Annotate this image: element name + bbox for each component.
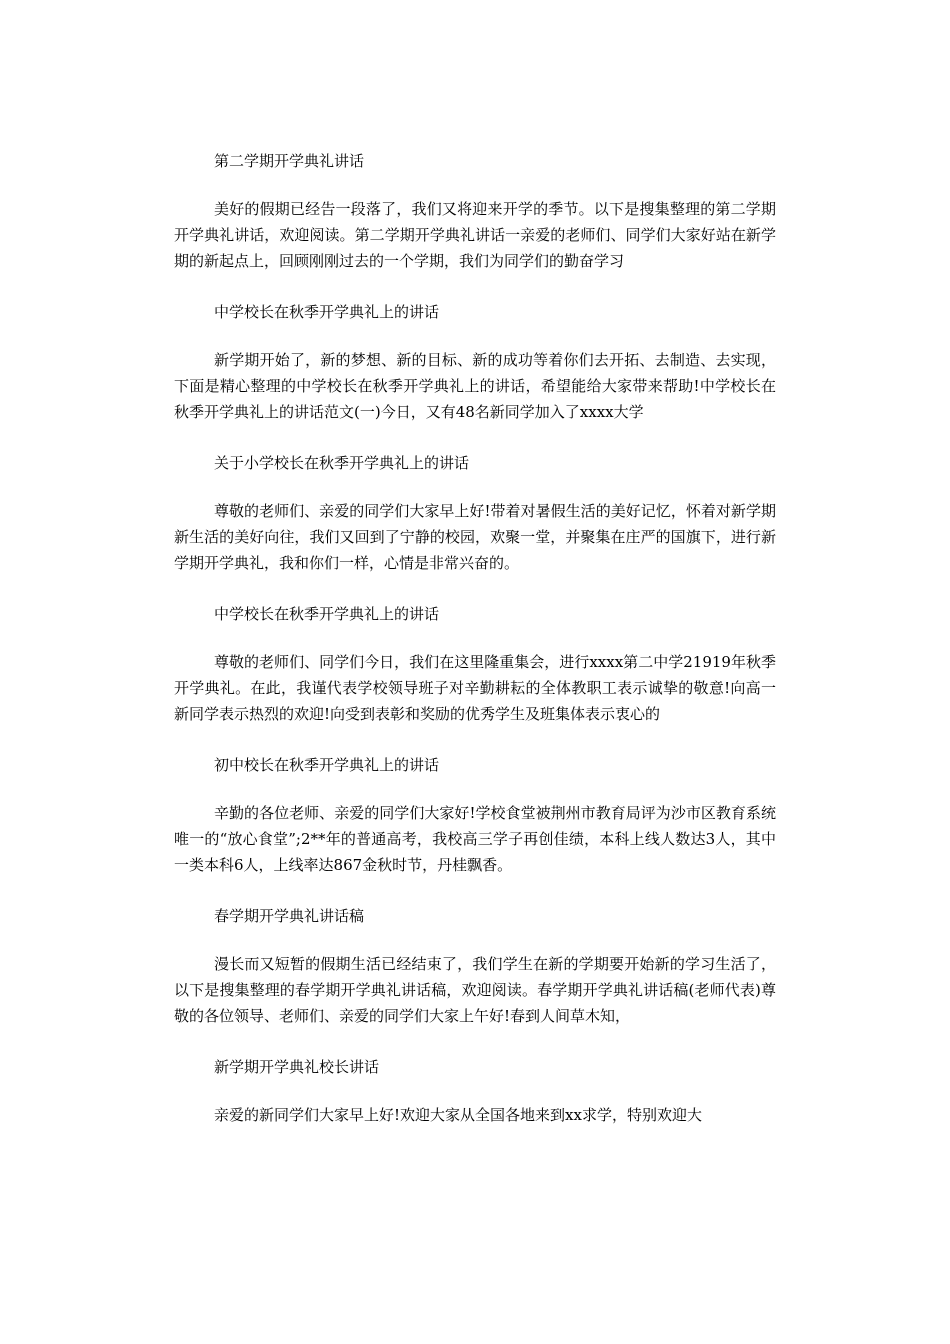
section-title: 中学校长在秋季开学典礼上的讲话 (214, 605, 440, 623)
section-body: 尊敬的老师们、亲爱的同学们大家早上好!带着对暑假生活的美好记忆，怀着对新学期新生活的美好向往，我们又回到了宁静的校园，欢聚一堂，并聚集在庄严的国旗下，进行新学期开学典礼，我和你们一样，心情是非常兴奋的。 (174, 502, 776, 572)
section-body: 辛勤的各位老师、亲爱的同学们大家好!学校食堂被荆州市教育局评为沙市区教育系统唯一的“放心食堂”;2**年的普通高考，我校高三学子再创佳绩，本科上线人数达3人，其中一类本科6人，上线率达867金秋时节，丹桂飘香。 (174, 804, 776, 874)
section-body: 亲爱的新同学们大家早上好!欢迎大家从全国各地来到xx求学，特别欢迎大 (214, 1106, 702, 1124)
document-content (174, 148, 776, 1153)
section-title: 第二学期开学典礼讲话 (214, 152, 365, 170)
section-title: 初中校长在秋季开学典礼上的讲话 (214, 756, 440, 774)
section-title: 新学期开学典礼校长讲话 (214, 1058, 380, 1076)
section-title: 春学期开学典礼讲话稿 (214, 907, 365, 925)
section-title: 关于小学校长在秋季开学典礼上的讲话 (214, 454, 470, 472)
section-title: 中学校长在秋季开学典礼上的讲话 (214, 303, 440, 321)
section-body: 尊敬的老师们、同学们今日，我们在这里隆重集会，进行xxxx第二中学21919年秋季开学典礼。在此，我谨代表学校领导班子对辛勤耕耘的全体教职工表示诚挚的敬意!向高一新同学表示热烈的欢迎!向受到表彰和奖励的优秀学生及班集体表示衷心的 (174, 653, 776, 723)
section-body: 新学期开始了，新的梦想、新的目标、新的成功等着你们去开拓、去制造、去实现，下面是精心整理的中学校长在秋季开学典礼上的讲话，希望能给大家带来帮助!中学校长在秋季开学典礼上的讲话范文(一)今日，又有48名新同学加入了xxxx大学 (174, 351, 776, 421)
section-body: 美好的假期已经告一段落了，我们又将迎来开学的季节。以下是搜集整理的第二学期开学典礼讲话，欢迎阅读。第二学期开学典礼讲话一亲爱的老师们、同学们大家好站在新学期的新起点上，回顾刚刚过去的一个学期，我们为同学们的勤奋学习 (174, 200, 776, 270)
section-body: 漫长而又短暂的假期生活已经结束了，我们学生在新的学期要开始新的学习生活了，以下是搜集整理的春学期开学典礼讲话稿，欢迎阅读。春学期开学典礼讲话稿(老师代表)尊敬的各位领导、老师们、亲爱的同学们大家上午好!春到人间草木知， (174, 955, 776, 1025)
